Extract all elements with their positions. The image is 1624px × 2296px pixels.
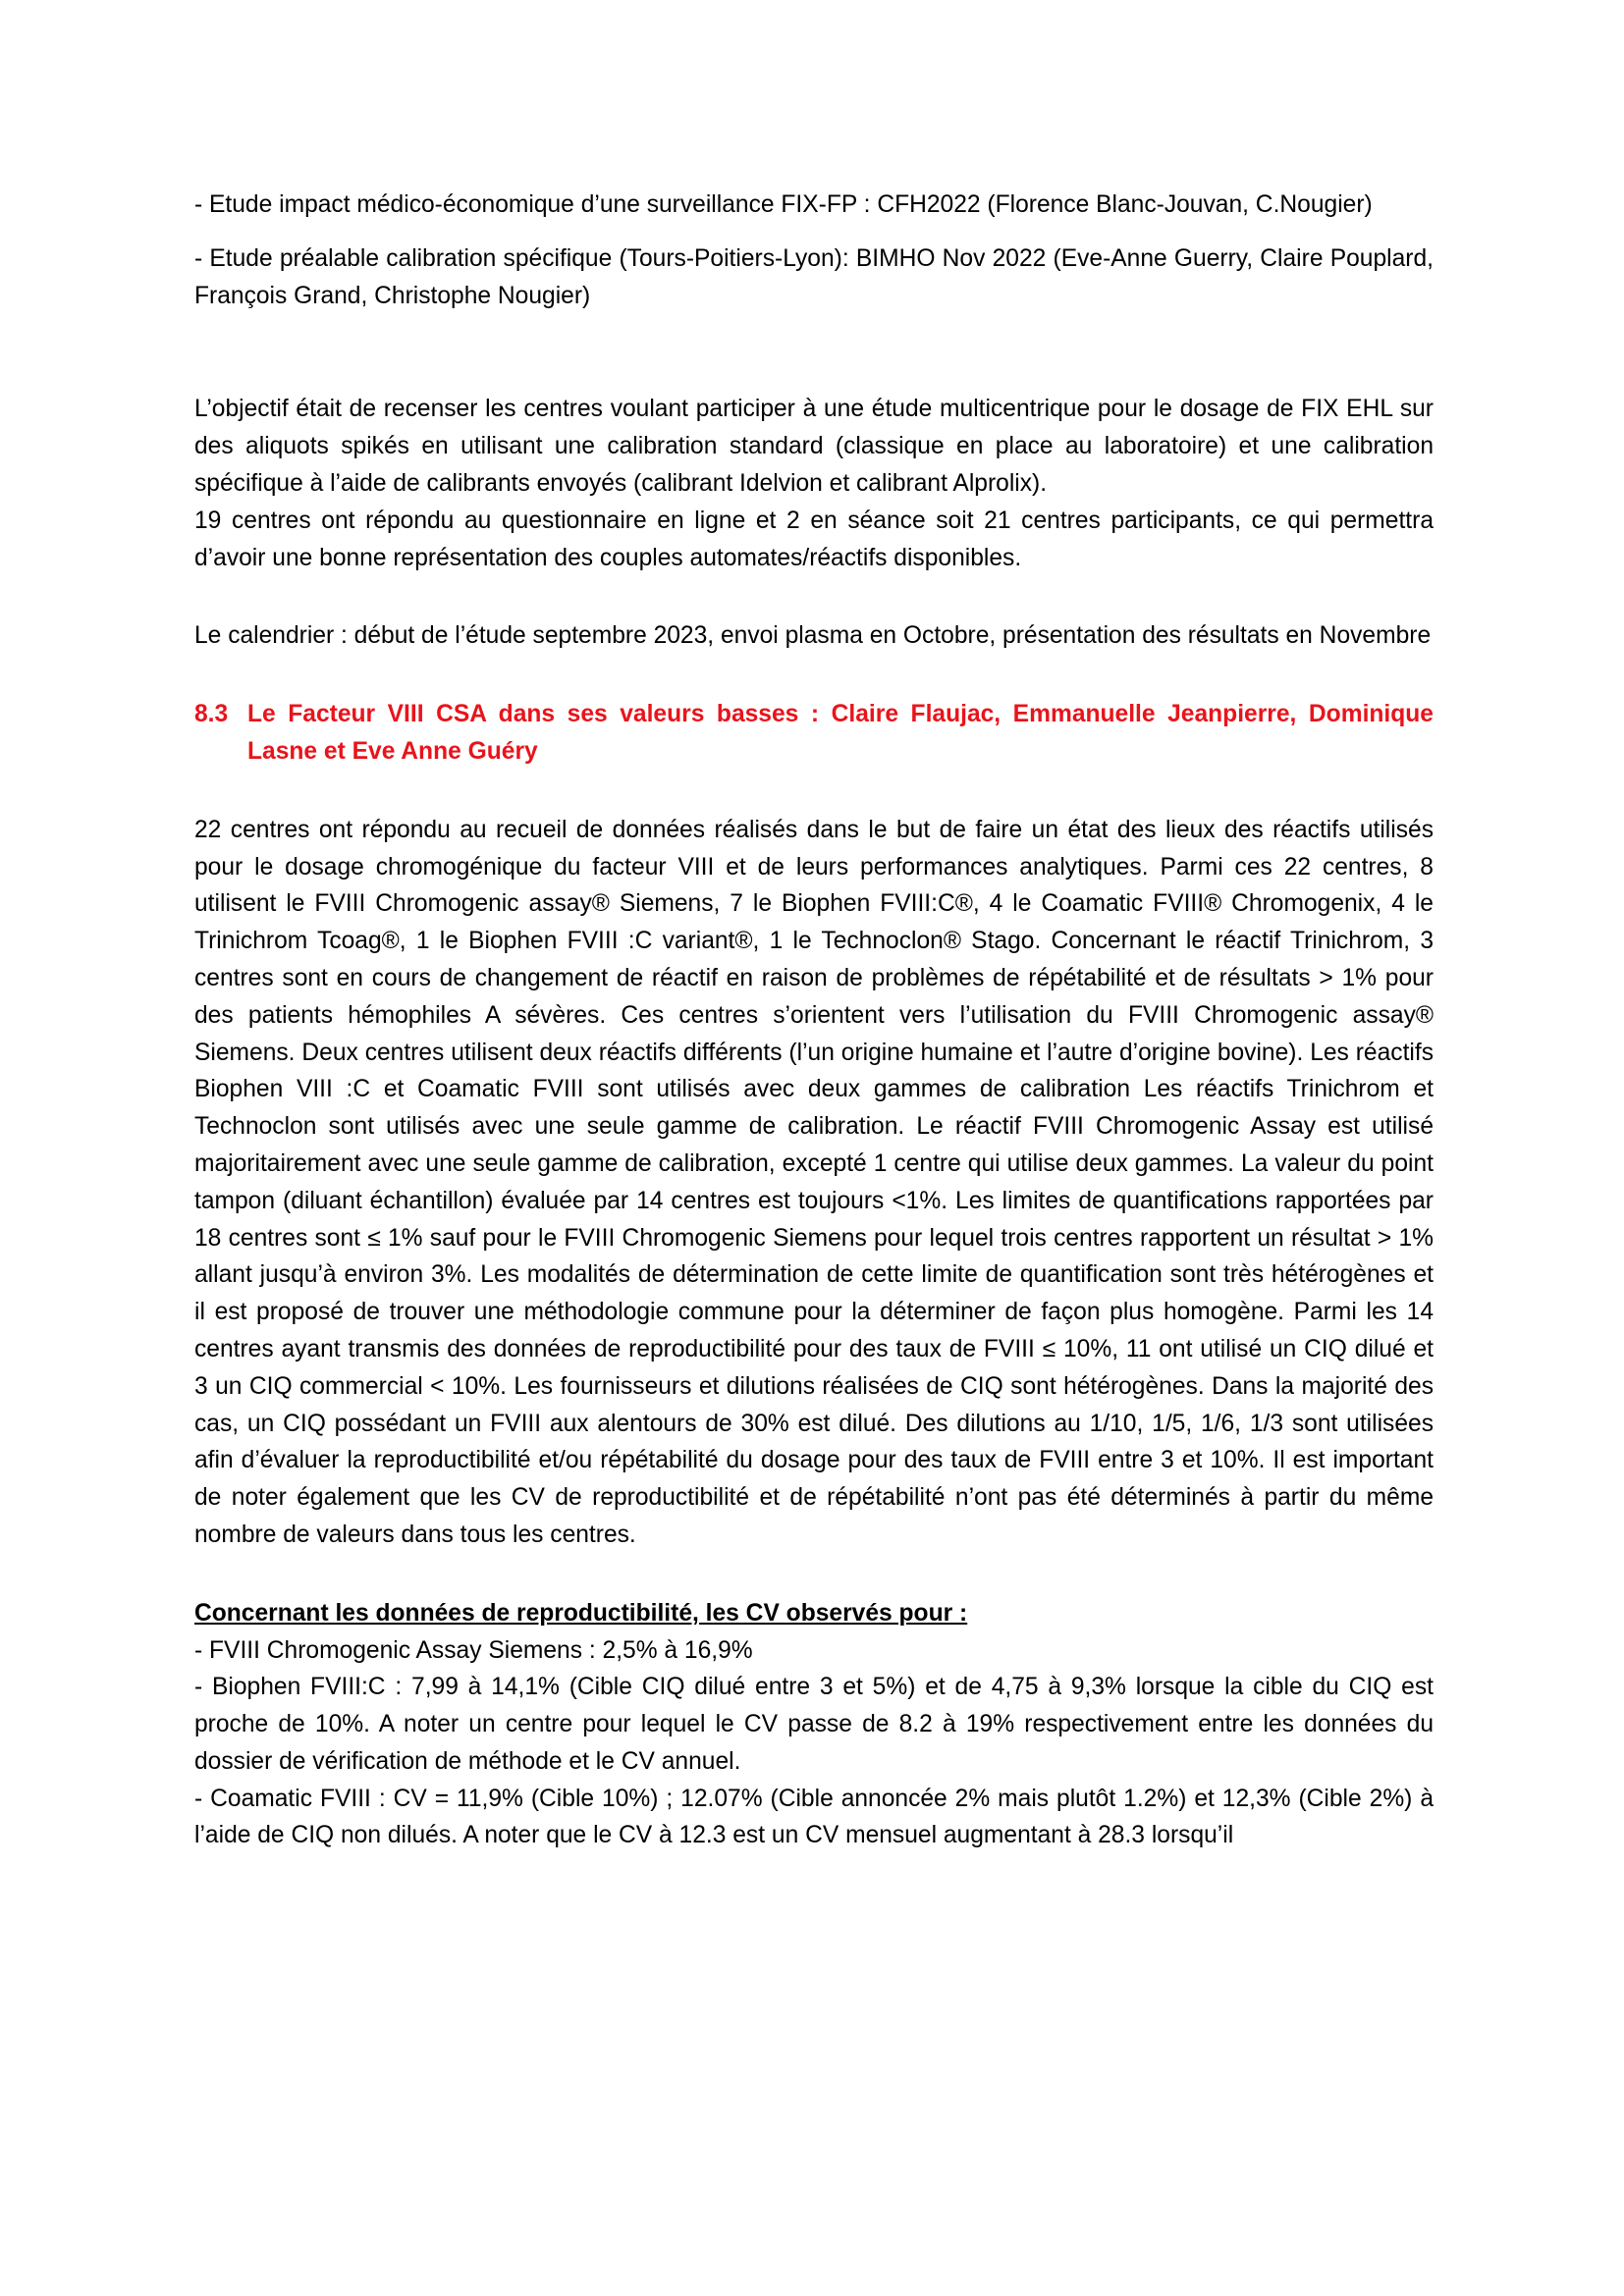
intro-item-cfh2022: - Etude impact médico-économique d’une surveillance FIX-FP : CFH2022 (Florence Blanc-Jouvan, C.Nougier): [194, 191, 1373, 218]
document-page: [194, 187, 1434, 1854]
participation-paragraph: 19 centres ont répondu au questionnaire en ligne et 2 en séance soit 21 centres participants, ce qui permettra d’avoir une bonne représentation des couples automates/réactifs disponibles.: [194, 507, 1434, 571]
objective-paragraph: L’objectif était de recenser les centres voulant participer à une étude multicentrique pour le dosage de FIX EHL sur des aliquots spikés en utilisant une calibration standard (classique en place au laboratoire) et une calibration spécifique à l’aide de calibrants envoyés (calibrant Idelvion et calibrant Alprolix).: [194, 396, 1434, 497]
repro-item-siemens: - FVIII Chromogenic Assay Siemens : 2,5% à 16,9%: [194, 1636, 753, 1664]
section-heading: [194, 696, 1434, 771]
calendar-paragraph: Le calendrier : début de l’étude septembre 2023, envoi plasma en Octobre, présentation des résultats en Novembre: [194, 622, 1432, 650]
repro-item-biophen: - Biophen FVIII:C : 7,99 à 14,1% (Cible CIQ dilué entre 3 et 5%) et de 4,75 à 9,3% lorsque la cible du CIQ est proche de 10%. A noter un centre pour lequel le CV passe de 8.2 à 19% respectivement entre les données du dossier de vérification de méthode et le CV annuel.: [194, 1674, 1434, 1775]
repro-item-coamatic: - Coamatic FVIII : CV = 11,9% (Cible 10%) ; 12.07% (Cible annoncée 2% mais plutôt 1.2%) et 12,3% (Cible 2%) à l’aide de CIQ non dilués. A noter que le CV à 12.3 est un CV mensuel augmentant à 28.3 lorsqu’il: [194, 1785, 1434, 1849]
section-title: Le Facteur VIII CSA dans ses valeurs basses : Claire Flaujac, Emmanuelle Jeanpierre, Dominique Lasne et Eve Anne Guéry: [247, 701, 1434, 765]
intro-item-bimho: - Etude préalable calibration spécifique (Tours-Poitiers-Lyon): BIMHO Nov 2022 (Eve-Anne Guerry, Claire Pouplard, François Grand, Christophe Nougier): [194, 244, 1434, 309]
reproducibility-title: Concernant les données de reproductibilité, les CV observés pour :: [194, 1599, 968, 1627]
main-paragraph: 22 centres ont répondu au recueil de données réalisés dans le but de faire un état des lieux des réactifs utilisés pour le dosage chromogénique du facteur VIII et de leurs performances analytiques. Parmi ces 22 centres, 8 utilisent le FVIII Chromogenic assay® Siemens, 7 le Biophen FVIII:C®, 4 le Coamatic FVIII® Chromogenix, 4 le Trinichrom Tcoag®, 1 le Biophen FVIII :C variant®, 1 le Technoclon® Stago. Concernant le réactif Trinichrom, 3 centres sont en cours de changement de réactif en raison de problèmes de répétabilité et de résultats > 1% pour des patients hémophiles A sévères. Ces centres s’orientent vers l’utilisation du FVIII Chromogenic assay® Siemens. Deux centres utilisent deux réactifs différents (l’un origine humaine et l’autre d’origine bovine). Les réactifs Biophen VIII :C et Coamatic FVIII sont utilisés avec deux gammes de calibration Les réactifs Trinichrom et Technoclon sont utilisés avec une seule gamme de calibration. Le réactif FVIII Chromogenic Assay est utilisé majoritairement avec une seule gamme de calibration, excepté 1 centre qui utilise deux gammes. La valeur du point tampon (diluant échantillon) évaluée par 14 centres est toujours <1%. Les limites de quantifications rapportées par 18 centres sont ≤ 1% sauf pour le FVIII Chromogenic Siemens pour lequel trois centres rapportent un résultat > 1% allant jusqu’à environ 3%. Les modalités de détermination de cette limite de quantification sont très hétérogènes et il est proposé de trouver une méthodologie commune pour la déterminer de façon plus homogène. Parmi les 14 centres ayant transmis des données de reproductibilité pour des taux de FVIII ≤ 10%, 11 ont utilisé un CIQ dilué et 3 un CIQ commercial < 10%. Les fournisseurs et dilutions réalisées de CIQ sont hétérogènes. Dans la majorité des cas, un CIQ possédant un FVIII aux alentours de 30% est dilué. Des dilutions au 1/10, 1/5, 1/6, 1/3 sont utilisées afin d’évaluer la reproductibilité et/ou répétabilité du dosage pour des taux de FVIII entre 3 et 10%. Il est important de noter également que les CV de reproductibilité et de répétabilité n’ont pas été déterminés à partir du même nombre de valeurs dans tous les centres.: [194, 816, 1434, 1548]
section-number: 8.3: [194, 701, 229, 728]
